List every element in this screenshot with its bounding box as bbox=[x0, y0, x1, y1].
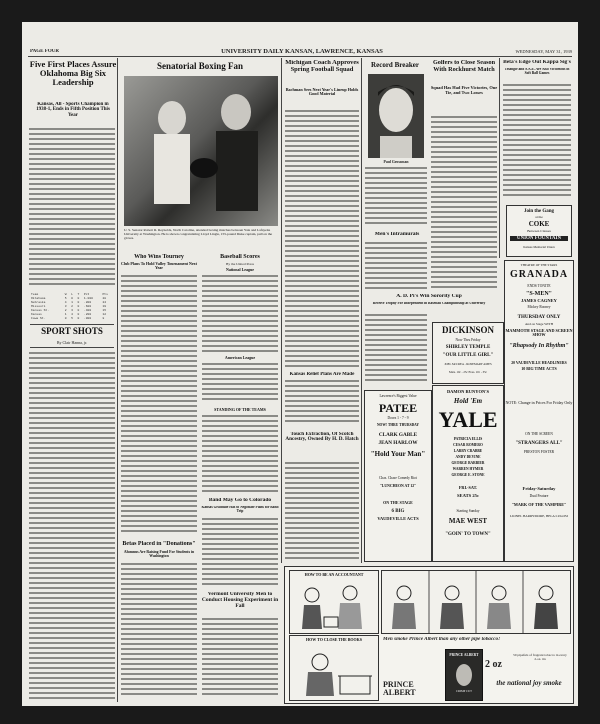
table-cell: 5 bbox=[71, 316, 73, 320]
dickinson-theatre-ad bbox=[432, 322, 504, 384]
yale-cast-6: GEORGE E. STONE bbox=[451, 473, 485, 477]
table-header: T bbox=[77, 292, 80, 296]
touch-extraction-headline: Touch Extraction, Of Scotch Ancestry, Owned By H. D. Hatch bbox=[285, 432, 359, 443]
cartoon-figures-icon bbox=[290, 581, 378, 633]
between-classes-text: Between Classes bbox=[527, 229, 551, 233]
granada-film1: "S-MEN" bbox=[526, 291, 552, 297]
michigan-headline: Michigan Coach Approves Spring Football Squad bbox=[285, 60, 359, 73]
table-header: Team bbox=[31, 292, 39, 296]
column-divider bbox=[499, 58, 500, 258]
granada-film2: "Rhapsody In Rhythm" bbox=[509, 343, 569, 349]
touch-extraction-body bbox=[285, 462, 359, 562]
table-cell: 24 bbox=[102, 300, 107, 304]
prince-albert-offer: 50 pipefuls of fragrant tobacco in every 2-oz. tin bbox=[513, 653, 567, 662]
issue-date: WEDNESDAY, MAY 31, 1939 bbox=[515, 49, 572, 54]
michigan-body bbox=[285, 110, 359, 370]
photo-figures-icon bbox=[124, 76, 278, 226]
granada-revue: MAMMOTH STAGE AND SCREEN SHOW bbox=[505, 328, 573, 338]
paper-title: UNIVERSITY DAILY KANSAN, LAWRENCE, KANSAS bbox=[221, 48, 383, 55]
join-gang-text: Join the Gang bbox=[523, 209, 554, 214]
yale-cast-2: LARRY CRABBE bbox=[453, 449, 483, 453]
dickinson-star: SHIRLEY TEMPLE bbox=[445, 345, 491, 350]
record-breaker-photo bbox=[368, 74, 424, 158]
who-wins-headline: Who Wins Tourney bbox=[134, 254, 184, 260]
beta-headline: Beta's Edge Out Kappa Sig's bbox=[503, 60, 571, 65]
cartoon-panel-accountant bbox=[289, 570, 379, 634]
michigan-subhead: Bachman Sees Next Year's Lineup Holds Good Material bbox=[285, 88, 359, 97]
granada-star3: PRESTON FOSTER bbox=[523, 450, 555, 454]
column-divider bbox=[117, 58, 118, 702]
yale-cast-3: ANDY DEVINE bbox=[455, 455, 481, 459]
column-divider bbox=[281, 58, 282, 563]
five-first-headline: Five First Places Assure Oklahoma Big Six Leadership bbox=[29, 60, 117, 87]
prince-albert-tagline: the national joy smoke bbox=[496, 679, 562, 687]
patee-star2: JEAN HARLOW bbox=[378, 440, 418, 446]
yale-seats: SEATS 25c bbox=[457, 493, 479, 498]
sport-shots-body bbox=[29, 352, 115, 702]
cartoon-desk-icon bbox=[290, 646, 378, 700]
granada-sunday: ON THE SCREEN bbox=[525, 432, 553, 436]
table-cell: 4 bbox=[71, 312, 73, 316]
patee-header: Lawrence's Biggest Value bbox=[379, 394, 417, 398]
accountant-headline: HOW TO BE AN ACCOUNTANT bbox=[304, 572, 364, 577]
big-six-standings-table bbox=[30, 292, 114, 320]
tin-label: PRINCE ALBERT bbox=[449, 653, 479, 657]
yale-cast-0: PATRICIA ELLIS bbox=[453, 437, 483, 441]
union-fountain-ad bbox=[506, 205, 572, 257]
cartoon-strip-icon bbox=[382, 571, 570, 633]
prince-albert-ad bbox=[284, 566, 574, 704]
table-cell: 1 bbox=[64, 312, 67, 316]
patee-plus: Chas. Chase Comedy Riot bbox=[379, 476, 417, 480]
five-first-subhead: Kansas, All - Sports Champion in 1938-1, Ends in Fifth Position This Year bbox=[36, 102, 110, 118]
table-cell: 19 bbox=[102, 304, 107, 308]
granada-header: THEATRE OF THE STARS bbox=[520, 263, 558, 267]
sport-shots-box bbox=[30, 324, 114, 325]
table-cell: 15 bbox=[102, 308, 107, 312]
table-cell: 28 bbox=[102, 296, 107, 300]
table-cell: .400 bbox=[83, 308, 92, 312]
yale-top: DAMON RUNYON'S bbox=[446, 389, 490, 394]
beta-body bbox=[503, 84, 571, 202]
mens-intramurals-headline: Men's Intramurals bbox=[374, 232, 420, 237]
at-the-text: at the bbox=[535, 215, 543, 219]
patee-times: Doors 1 - 7 - 9 bbox=[387, 416, 409, 420]
granada-note: NOTE: Change in Prices For Friday Only bbox=[505, 400, 573, 405]
kansas-relief-body bbox=[285, 380, 359, 428]
prince-albert-prompt: Men smoke Prince Albert than any other pipe tobacco! bbox=[383, 637, 501, 642]
patee-stage3: VAUDEVILLE ACTS bbox=[377, 516, 419, 521]
table-cell: 0 bbox=[77, 308, 80, 312]
vermont-body bbox=[202, 618, 278, 702]
tin-sub: CRIMP CUT bbox=[456, 689, 472, 693]
golfers-headline: Golfers to Close Season With Rockhurst Match bbox=[432, 60, 496, 73]
who-wins-subhead: Club Plans To Hold Valley Tournament Next Year bbox=[120, 262, 198, 271]
table-cell: Iowa St. bbox=[31, 316, 46, 320]
patee-stage: ON THE STAGE bbox=[383, 500, 413, 505]
senator-boxing-photo bbox=[124, 76, 278, 226]
dickinson-now: Now Thru Friday bbox=[455, 338, 481, 342]
table-cell: 0 bbox=[71, 296, 73, 300]
patee-name: PATEE bbox=[378, 401, 418, 415]
granada-star1: JAMES CAGNEY bbox=[521, 298, 557, 303]
american-league-heading: American League bbox=[224, 356, 256, 360]
table-cell: Nebraska bbox=[31, 300, 46, 304]
granada-friday: Friday-Saturday bbox=[522, 486, 556, 491]
table-cell: .600 bbox=[83, 304, 92, 308]
granada-double: Dual Feature bbox=[529, 494, 549, 498]
patee-stage2: 6 BIG bbox=[391, 509, 405, 514]
sport-shots-byline: By Clair Hanna, jr. bbox=[56, 340, 88, 345]
prince-albert-brand: PRINCE ALBERT bbox=[383, 681, 416, 697]
yale-fri-sat: FRI.-SAT. bbox=[458, 485, 478, 490]
yale-mae: MAE WEST bbox=[448, 517, 488, 525]
table-cell: .800 bbox=[83, 300, 92, 304]
close-books-headline: HOW TO CLOSE THE BOOKS bbox=[306, 637, 362, 642]
coke-text: COKE bbox=[528, 220, 550, 228]
betas-placed-body bbox=[121, 563, 197, 702]
dickinson-name: DICKINSON bbox=[441, 325, 494, 335]
senatorial-headline: Senatorial Boxing Fan bbox=[156, 62, 243, 71]
table-header: Pct bbox=[83, 292, 90, 296]
table-cell: 2 bbox=[71, 304, 73, 308]
table-cell: 2 bbox=[64, 308, 67, 312]
cartoon-panel-strip bbox=[381, 570, 571, 634]
betas-placed-subhead: Alumnus Are Raising Fund For Students in Washington bbox=[123, 550, 195, 558]
table-cell: Missouri bbox=[31, 304, 46, 308]
beta-subhead: Triangle and S.A.E. Are Also Victorious in Soft Ball Games bbox=[504, 68, 570, 75]
tin-oz: 2 oz bbox=[485, 659, 502, 670]
table-cell: 3 bbox=[71, 308, 73, 312]
dickinson-price: Mats. 10c - 25c Eves. 10c - 35c bbox=[449, 370, 487, 374]
table-cell: 5 bbox=[64, 296, 67, 300]
memorial-union-text: Kansas Memorial Union bbox=[523, 245, 555, 249]
table-cell: 4 bbox=[64, 300, 67, 304]
baseball-scores-headline: Baseball Scores bbox=[220, 254, 260, 260]
prince-albert-tin bbox=[445, 649, 483, 701]
newspaper-page bbox=[22, 22, 578, 706]
patee-today: NOW! THRU THURSDAY bbox=[376, 423, 420, 427]
granada-ends: ENDS TONITE bbox=[527, 284, 551, 288]
table-cell: 3 bbox=[64, 304, 67, 308]
patee-film: "Hold Your Man" bbox=[370, 450, 426, 458]
table-cell: 0 bbox=[77, 312, 80, 316]
yale-big: YALE bbox=[438, 407, 498, 432]
yale-cast-1: CESAR ROMERO bbox=[453, 443, 483, 447]
table-cell: 1.000 bbox=[83, 296, 93, 300]
yale-film2: "GOIN' TO TOWN" bbox=[445, 532, 491, 537]
record-breaker-body bbox=[365, 167, 427, 227]
sport-shots-headline: SPORT SHOTS bbox=[41, 327, 103, 336]
union-fountain-name: UNION FOUNTAIN bbox=[510, 236, 568, 241]
record-breaker-headline: Record Breaker bbox=[371, 62, 419, 69]
betas-placed-headline: Betas Placed in "Donations" bbox=[122, 541, 196, 547]
five-first-body bbox=[29, 128, 115, 288]
mens-intramurals-body bbox=[365, 242, 427, 292]
yale-cast-5: WARREN HYMER bbox=[452, 467, 484, 471]
table-cell: .200 bbox=[83, 312, 92, 316]
patee-theatre-ad bbox=[364, 390, 432, 562]
american-league-scores bbox=[202, 363, 278, 403]
table-cell: 8 bbox=[102, 316, 105, 320]
table-cell: 0 bbox=[77, 300, 80, 304]
adpi-body bbox=[365, 314, 427, 384]
table-cell: 12 bbox=[102, 312, 107, 316]
table-cell: 0 bbox=[77, 296, 80, 300]
kansas-relief-headline: Kansas Relief Plans Are Made bbox=[289, 372, 355, 377]
table-header: W bbox=[64, 292, 67, 296]
table-header: Pts bbox=[102, 292, 108, 296]
table-cell: .000 bbox=[83, 316, 92, 320]
table-cell: Oklahoma bbox=[31, 296, 46, 300]
band-may-go-subhead: Kansas Graduate Has to Negotiate Plans for Band Trip bbox=[201, 506, 279, 513]
yale-sunday: Starting Sunday bbox=[456, 509, 480, 513]
golfers-subhead: Squad Has Had Five Victories, One Tie, and Two Losses bbox=[430, 86, 498, 95]
granada-star1b: Mickey Rooney bbox=[527, 305, 551, 309]
adpi-headline: A. D. Pi's Win Sorority Cup bbox=[396, 294, 462, 299]
table-row bbox=[30, 316, 114, 320]
dickinson-film: "OUR LITTLE GIRL" bbox=[442, 353, 494, 358]
table-cell: Kansas bbox=[31, 312, 42, 316]
table-cell: 0 bbox=[77, 316, 80, 320]
band-may-go-body bbox=[202, 518, 278, 588]
adpi-subhead: Receive Trophy For Independent in Baseball Championship at University bbox=[372, 302, 486, 305]
golfers-body bbox=[431, 116, 497, 292]
sport-shots-box-bottom bbox=[30, 347, 114, 348]
patee-plus2: "LUNCHEON AT 12" bbox=[379, 484, 417, 488]
granada-headliners: 20 VAUDEVILLE HEADLINERS bbox=[511, 361, 567, 365]
national-league-scores bbox=[202, 275, 278, 355]
table-cell: 0 bbox=[64, 316, 67, 320]
column-divider bbox=[361, 58, 362, 563]
page-label: PAGE FOUR bbox=[30, 49, 59, 54]
granada-film3: "STRANGERS ALL" bbox=[515, 441, 563, 446]
granada-theatre-ad bbox=[504, 260, 574, 562]
record-photo-caption: Paul Grossman bbox=[383, 160, 409, 164]
yale-top2: Hold 'Em bbox=[453, 397, 483, 405]
band-may-go-headline: Band May Go to Colorado bbox=[208, 498, 272, 503]
vermont-headline: Vermont University Men to Conduct Housing Experiment in Fall bbox=[201, 592, 279, 609]
hold-em-yale-ad bbox=[432, 385, 504, 562]
cartoon-panel-books bbox=[289, 635, 379, 701]
table-header: L bbox=[71, 292, 73, 296]
dickinson-stars-line: JOEL McCREA - ROSEMARY AMES bbox=[444, 362, 492, 366]
baseball-scores-source: By the United Press bbox=[226, 262, 254, 266]
who-wins-body bbox=[121, 275, 197, 535]
table-cell: 1 bbox=[71, 300, 73, 304]
granada-acts: 10 BIG TIME ACTS bbox=[521, 366, 557, 371]
yale-cast-4: GEORGE BARBIER bbox=[451, 461, 485, 465]
tin-portrait-icon bbox=[456, 664, 472, 686]
table-cell: 0 bbox=[77, 304, 80, 308]
patee-star: CLARK GABLE bbox=[378, 432, 418, 438]
granada-onstage: And on Stage WITH bbox=[524, 322, 554, 326]
table-cell: Kansas St. bbox=[31, 308, 50, 312]
granada-star4: LIONEL BARRYMORE, BELA LUGOSI bbox=[510, 514, 568, 518]
senator-photo-caption: U. S. Senator Robert R. Reynolds, North Carolina, attended boxing matches between Yale and Lafayette University at Washington. He is shown congratulating Lloyd Lingle, 155-pound Duke captain, pull on the gloves. bbox=[124, 228, 273, 241]
granada-name: GRANADA bbox=[509, 269, 569, 280]
national-league-heading: National League bbox=[225, 268, 255, 272]
granada-thursday: THURSDAY ONLY bbox=[517, 315, 561, 320]
standings-table-body bbox=[202, 415, 278, 493]
portrait-icon bbox=[368, 74, 424, 158]
masthead-rule bbox=[28, 56, 572, 57]
granada-film4: "MARK OF THE VAMPIRE" bbox=[511, 502, 567, 507]
standing-of-teams-heading: STANDING OF THE TEAMS bbox=[214, 408, 266, 412]
